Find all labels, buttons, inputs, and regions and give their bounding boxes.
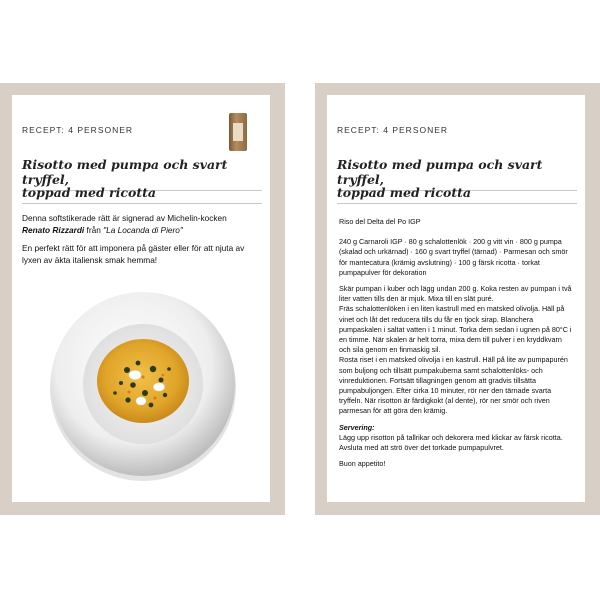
- from-word: från: [84, 224, 104, 235]
- serving-label: Servering:: [339, 422, 375, 432]
- rice-package-image: [229, 113, 247, 151]
- recipe-intro: [22, 213, 262, 273]
- recipe-title-line-2: toppad med ricotta: [337, 185, 577, 204]
- rice-subtitle: Riso del Delta del Po IGP: [339, 217, 421, 226]
- risotto-plate-image: [43, 285, 243, 485]
- intro-paragraph-2: En perfekt rätt för att imponera på gäster eller för att njuta av lyxen av äkta italiensk smak hemma!: [22, 243, 245, 265]
- recipe-body: [339, 217, 575, 475]
- recipe-title-line-1: Risotto med pumpa och svart tryffel,: [22, 157, 262, 191]
- recipe-title-line-1: Risotto med pumpa och svart tryffel,: [337, 157, 577, 191]
- ingredients-list: 240 g Carnaroli IGP · 80 g schalottenlök · 200 g vitt vin · 800 g pumpa (skalad och urkärnad) · 160 g svart tryffel (tärnad) · Parmesan och smör för mantecatura (krämig avslutning) · 100 g färsk ricotta · torkat pumpapulver för dekoration: [339, 237, 568, 277]
- servings-label: RECEPT: 4 PERSONER: [22, 125, 134, 135]
- plate-illustration: [43, 285, 243, 485]
- right-recipe-panel: [315, 83, 600, 515]
- recipe-title-line-2: toppad med ricotta: [22, 185, 262, 204]
- right-recipe-card: [327, 95, 585, 502]
- method-text: Skär pumpan i kuber och lägg undan 200 g. Koka resten av pumpan i två liter vatten tills den är mjuk. Mixa till en slät puré. Fräs schalottenlöken i en liten kastrull med en matsked olivolja. Häll på vinet och låt det reducera tills du får en tjock sirap. Blanchera pumpaskalen i saltat vatten i 1 minut. Torka dem sedan i ugnen på 80°C i en timme. När skalen är helt torra, mixa dem till pulver i en kryddkvarn och sila genom en finmaskig sil. Rosta riset i en matsked olivolja i en kastrull. Häll på lite av pumpapurén som buljong och tillsätt pumpakuberna samt schalottenlöks- och vinreduktionen. Fortsätt tillagningen genom att gradvis tillsätta pumpabuljongen. Efter cirka 10 minuter, rör ner den tärnade svarta tryffeln. När risotton är färdigkokt (al dente), rör ner smör och riven parmesan för att göra den krämig.: [339, 284, 572, 416]
- chef-name: Renato Rizzardi: [22, 224, 85, 235]
- left-recipe-panel: [0, 83, 285, 515]
- serving-text: Lägg upp risotton på tallrikar och dekorera med klickar av färsk ricotta. Avsluta med att strö över det torkade pumpapulvret.: [339, 432, 563, 453]
- restaurant-name: "La Locanda di Piero": [103, 224, 183, 235]
- servings-label: RECEPT: 4 PERSONER: [337, 125, 449, 135]
- intro-paragraph-1: [22, 213, 262, 236]
- closing-text: Buon appetito!: [339, 459, 386, 469]
- left-recipe-card: [12, 95, 270, 502]
- intro-text: Denna softstikerade rätt är signerad av Michelin-kocken: [22, 213, 227, 223]
